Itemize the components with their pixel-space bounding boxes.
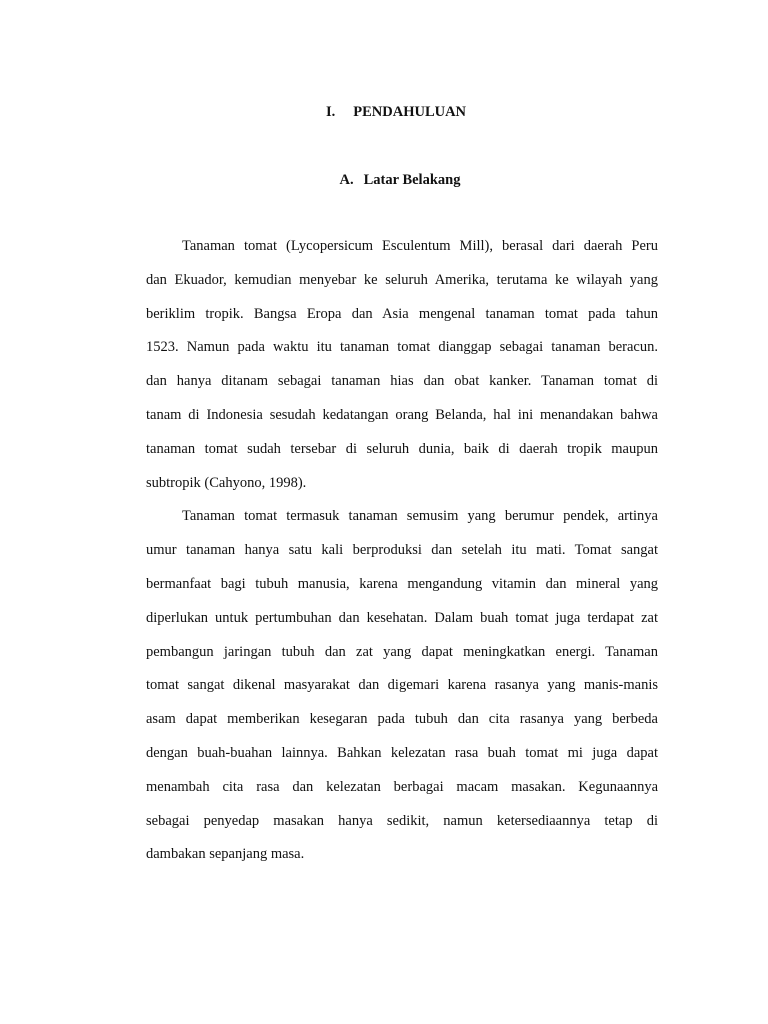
text-line: 1523. Namun pada waktu itu tanaman tomat dianggap sebagai tanaman beracun. (146, 339, 658, 356)
chapter-heading (0, 101, 768, 123)
section-heading (0, 169, 768, 191)
text-line: umur tanaman hanya satu kali berproduksi dan setelah itu mati. Tomat sangat (146, 542, 658, 559)
section-title: Latar Belakang (363, 172, 461, 188)
text-line: dambakan sepanjang masa. (146, 846, 305, 863)
chapter-title: PENDAHULUAN (353, 104, 467, 120)
text-line: tanam di Indonesia sesudah kedatangan orang Belanda, hal ini menandakan bahwa (146, 406, 658, 423)
text-line: Tanaman tomat termasuk tanaman semusim yang berumur pendek, artinya (182, 508, 658, 525)
chapter-number: I. (325, 104, 336, 120)
text-line: tanaman tomat sudah tersebar di seluruh dunia, baik di daerah tropik maupun (146, 440, 658, 457)
text-line: tomat sangat dikenal masyarakat dan digemari karena rasanya yang manis-manis (146, 677, 658, 694)
text-line: dan hanya ditanam sebagai tanaman hias dan obat kanker. Tanaman tomat di (146, 373, 658, 390)
text-line: sebagai penyedap masakan hanya sedikit, namun ketersediaannya tetap di (146, 812, 658, 829)
paragraph (146, 500, 658, 872)
text-line: Tanaman tomat (Lycopersicum Esculentum Mill), berasal dari daerah Peru (182, 238, 658, 254)
paragraph (146, 230, 658, 500)
text-line: dan Ekuador, kemudian menyebar ke seluruh Amerika, terutama ke wilayah yang (146, 271, 658, 288)
text-line: pembangun jaringan tubuh dan zat yang dapat meningkatkan energi. Tanaman (146, 643, 658, 660)
text-line: dengan buah-buahan lainnya. Bahkan kelezatan rasa buah tomat mi juga dapat (146, 744, 658, 761)
body-text (146, 230, 658, 872)
section-number: A. (339, 172, 354, 188)
text-line: beriklim tropik. Bangsa Eropa dan Asia mengenal tanaman tomat pada tahun (146, 305, 658, 322)
text-line: menambah cita rasa dan kelezatan berbagai macam masakan. Kegunaannya (146, 778, 658, 795)
text-line: diperlukan untuk pertumbuhan dan kesehatan. Dalam buah tomat juga terdapat zat (146, 609, 658, 626)
text-line: subtropik (Cahyono, 1998). (146, 474, 307, 491)
text-line: asam dapat memberikan kesegaran pada tubuh dan cita rasanya yang berbeda (146, 711, 658, 728)
text-line: bermanfaat bagi tubuh manusia, karena mengandung vitamin dan mineral yang (146, 575, 658, 592)
